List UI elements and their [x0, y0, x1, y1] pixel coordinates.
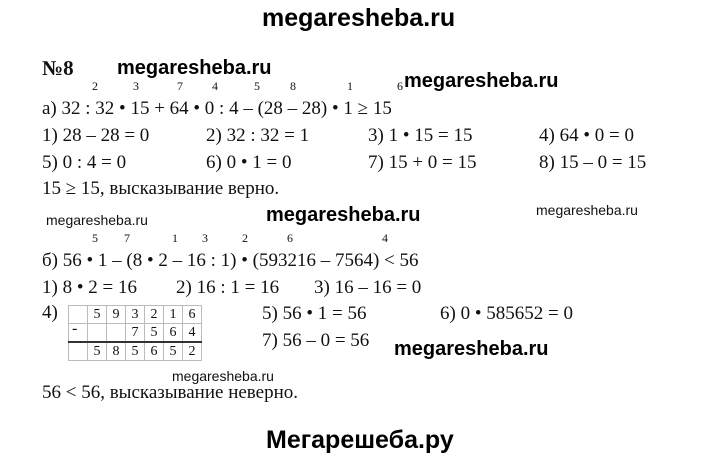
order-mark: 5: [92, 231, 98, 245]
result-row: [69, 342, 202, 361]
digit: [88, 324, 107, 343]
digit: 3: [126, 306, 145, 324]
order-mark: 4: [212, 79, 218, 93]
order-mark: 1: [172, 231, 178, 245]
watermark: megaresheba.ru: [394, 338, 549, 360]
digit: 4: [183, 324, 202, 343]
grid-cell: [69, 342, 88, 361]
step: 5) 56 • 1 = 56: [262, 303, 367, 324]
step: 6) 0 • 1 = 0: [206, 152, 292, 173]
order-mark: 6: [287, 231, 293, 245]
order-mark: 7: [177, 79, 183, 93]
order-mark: 5: [254, 79, 260, 93]
digit: 6: [183, 306, 202, 324]
digit: 5: [126, 342, 145, 361]
order-mark: 2: [92, 79, 98, 93]
digit: [107, 324, 126, 343]
minuend-row: [69, 306, 202, 324]
order-mark: 7: [124, 231, 130, 245]
watermark-bottom: Мегарешеба.ру: [266, 426, 454, 454]
order-mark: 3: [133, 79, 139, 93]
step: 7) 15 + 0 = 15: [368, 152, 477, 173]
order-mark: 3: [202, 231, 208, 245]
subtrahend-row: [69, 324, 202, 343]
task-number: №8: [42, 56, 74, 80]
step-4-label: 4): [42, 302, 58, 323]
step: 3) 16 – 16 = 0: [314, 277, 422, 298]
conclusion-a: 15 ≥ 15, высказывание верно.: [42, 178, 280, 199]
expression-b: б) 56 • 1 – (8 • 2 – 16 : 1) • (593216 – 7564) < 56: [42, 250, 419, 271]
column-subtraction: [68, 305, 202, 361]
grid-cell: [69, 306, 88, 324]
step: 6) 0 • 585652 = 0: [440, 303, 573, 324]
watermark: megaresheba.ru: [266, 204, 421, 226]
digit: 5: [88, 342, 107, 361]
grid-cell: [69, 324, 88, 343]
step: 2) 16 : 1 = 16: [176, 277, 280, 298]
step: 8) 15 – 0 = 15: [539, 152, 647, 173]
expression-a: а) 32 : 32 • 15 + 64 • 0 : 4 – (28 – 28) • 1 ≥ 15: [42, 98, 392, 119]
digit: 2: [183, 342, 202, 361]
digit: 7: [126, 324, 145, 343]
conclusion-b: 56 < 56, высказывание неверно.: [42, 382, 299, 403]
watermark: megaresheba.ru: [404, 70, 559, 92]
step: 2) 32 : 32 = 1: [206, 125, 310, 146]
order-mark: 4: [382, 231, 388, 245]
digit: 6: [145, 342, 164, 361]
watermark: megaresheba.ru: [536, 202, 638, 218]
digit: 2: [145, 306, 164, 324]
order-mark: 8: [290, 79, 296, 93]
step: 4) 64 • 0 = 0: [539, 125, 634, 146]
watermark: megaresheba.ru: [117, 57, 272, 79]
minus-sign: -: [72, 320, 78, 337]
order-mark: 2: [242, 231, 248, 245]
step: 7) 56 – 0 = 56: [262, 330, 370, 351]
digit: 9: [107, 306, 126, 324]
step: 1) 8 • 2 = 16: [42, 277, 137, 298]
step: 1) 28 – 28 = 0: [42, 125, 150, 146]
step: 5) 0 : 4 = 0: [42, 152, 127, 173]
digit: 5: [145, 324, 164, 343]
step: 3) 1 • 15 = 15: [368, 125, 473, 146]
watermark: megaresheba.ru: [46, 212, 148, 228]
digit: 8: [107, 342, 126, 361]
digit: 5: [164, 342, 183, 361]
order-mark: 1: [347, 79, 353, 93]
order-mark: 6: [397, 79, 403, 93]
digit: 6: [164, 324, 183, 343]
digit: 5: [88, 306, 107, 324]
digit: 1: [164, 306, 183, 324]
watermark-top: megaresheba.ru: [262, 4, 456, 32]
watermark: megaresheba.ru: [172, 368, 274, 384]
